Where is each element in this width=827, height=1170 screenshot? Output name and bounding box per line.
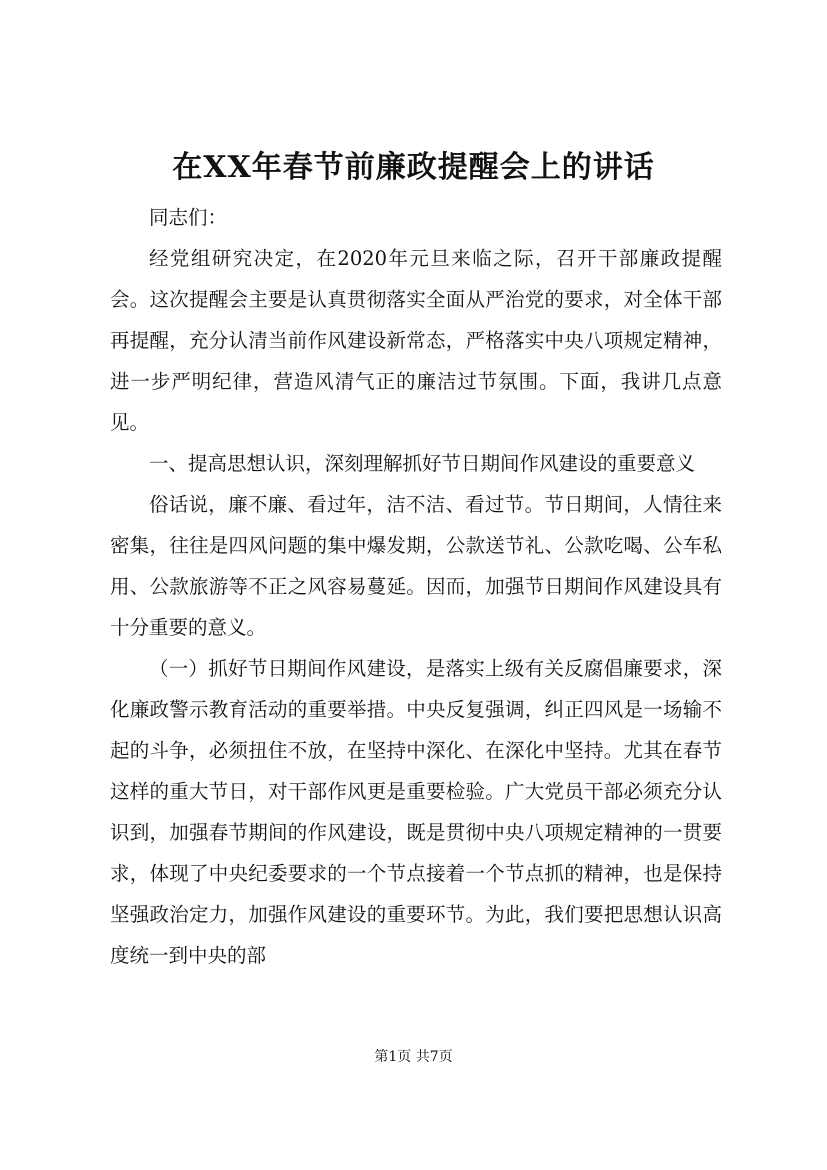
- body-paragraph: 俗话说，廉不廉、看过年，洁不洁、看过节。节日期间，人情往来密集，往往是四风问题的集中爆发期，公款送节礼、公款吃喝、公车私用、公款旅游等不正之风容易蔓延。因而，加强节日期间作风建设具有十分重要的意义。: [110, 493, 722, 639]
- body-paragraph: （一）抓好节日期间作风建设，是落实上级有关反腐倡廉要求，深化廉政警示教育活动的重要举措。中央反复强调，纠正四风是一场输不起的斗争，必须扭住不放，在坚持中深化、在深化中坚持。尤其在春节这样的重大节日，对干部作风更是重要检验。广大党员干部必须充分认识到，加强春节期间的作风建设，既是贯彻中央八项规定精神的一贯要求，体现了中央纪委要求的一个节点接着一个节点抓的精神，也是保持坚强政治定力，加强作风建设的重要环节。为此，我们要把思想认识高度统一到中央的部: [110, 657, 722, 967]
- section-heading: 一、提高思想认识，深刻理解抓好节日期间作风建设的重要意义: [149, 452, 696, 475]
- document-body: [110, 197, 722, 976]
- salutation: 同志们：: [149, 206, 228, 229]
- document-title: 在XX年春节前廉政提醒会上的讲话: [172, 150, 655, 185]
- page-footer: 第1页 共7页: [374, 1049, 453, 1065]
- intro-paragraph: 经党组研究决定，在2020年元旦来临之际，召开干部廉政提醒会。这次提醒会主要是认真贯彻落实全面从严治党的要求，对全体干部再提醒，充分认清当前作风建设新常态，严格落实中央八项规定精神，进一步严明纪律，营造风清气正的廉洁过节氛围。下面，我讲几点意见。: [110, 247, 722, 434]
